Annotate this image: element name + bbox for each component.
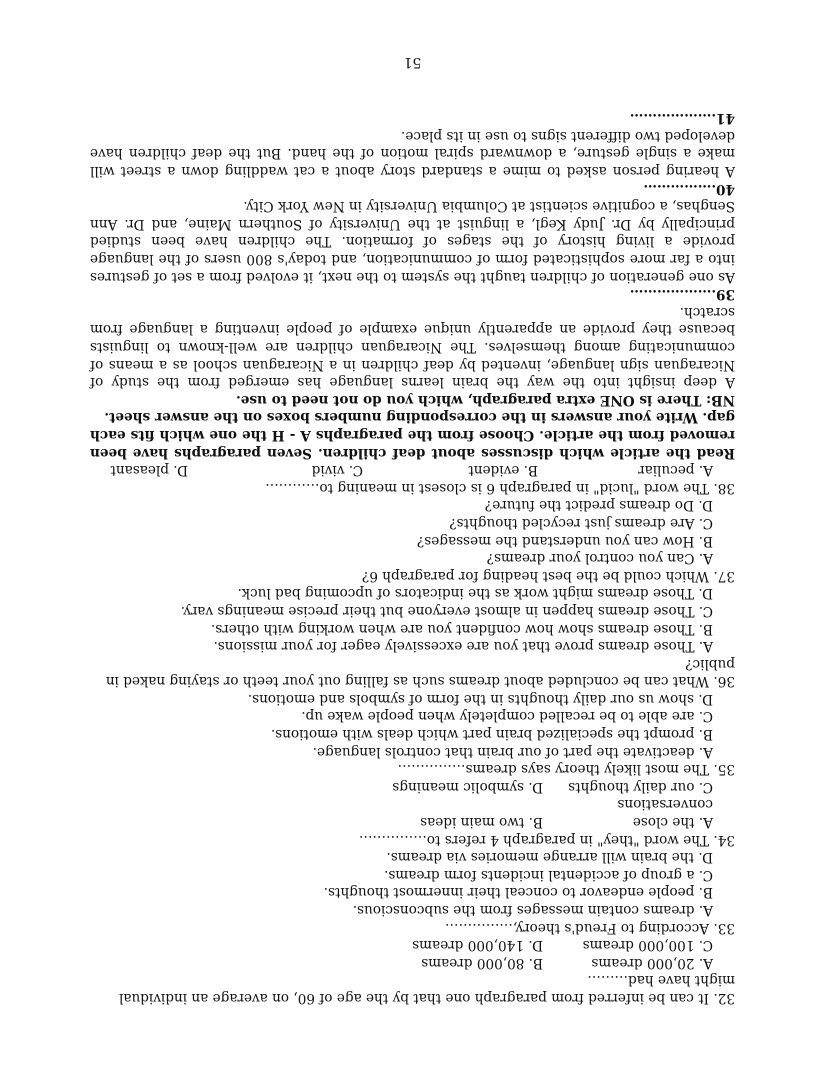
passage-paragraph: A deep insight into the way the brain learns language has emerged from the study of Nicaraguan sign language, invented by deaf children in a Nicaraguan school as a means of communicating among themselves. The Nicaraguan children are well-known to linguists because they provide an apparently unique example of people inventing a language from scratch. xyxy=(90,303,735,391)
option-a: A. Can you control your dreams? xyxy=(486,550,713,567)
option-c: C. Are dreams just recycled thoughts? xyxy=(449,514,713,531)
option-b: B. How can you understand the messages? xyxy=(416,532,713,549)
option-d: D. Do dreams predict the future? xyxy=(484,497,713,514)
option-b: B. Those dreams show how confident you are when working with others. xyxy=(210,620,713,637)
option-c: C. 100,000 dreams xyxy=(582,937,713,954)
option-a: A. the close conversations xyxy=(617,796,713,831)
option-c: C. vivid xyxy=(311,462,363,479)
option-a: A. Those dreams prove that you are excessively eager for your missions. xyxy=(213,638,713,655)
gap-41: 41.……………… xyxy=(629,110,735,127)
option-d: D. symbolic meanings xyxy=(392,778,543,795)
question-stem: 35. The most likely theory says dreams…………… xyxy=(397,761,735,778)
option-d: D. 140,000 dreams xyxy=(412,937,543,954)
question-32 xyxy=(90,936,735,1006)
option-b: B. two main ideas xyxy=(420,814,543,831)
option-c: C. our daily thoughts xyxy=(568,778,713,795)
option-a: A. dreams contain messages from the subconscious. xyxy=(352,902,713,919)
question-stem: 34. The word "they" in paragraph 4 refers to…………… xyxy=(358,831,735,848)
question-38 xyxy=(90,461,735,496)
instruction-text: Read the article which discusses about deaf children. Seven paragraphs have been removed from the article. Choose from the paragraphs A - H the one which fits each gap. Write your answers in the corresponding numbers boxes on the answer sheet. xyxy=(90,409,735,461)
options-row xyxy=(90,777,713,795)
gap-39: 39.……………… xyxy=(629,286,735,303)
question-stem: 37. Which could be the best heading for paragraph 6? xyxy=(362,567,735,584)
option-d: D. the brain will arrange memories via dreams. xyxy=(386,849,713,866)
question-33 xyxy=(90,848,735,936)
options-row xyxy=(90,461,713,479)
page-number: 51 xyxy=(403,53,422,70)
option-b: B. 80,000 dreams xyxy=(421,954,543,971)
option-c: C. a group of accidental incidents form dreams. xyxy=(384,866,713,883)
option-a: A. peculiar xyxy=(638,462,713,479)
option-d: D. pleasant xyxy=(110,462,188,479)
option-b: B. prompt the specialized brain part which deals with emotions. xyxy=(270,726,713,743)
gap-40: 40.…………… xyxy=(643,180,735,197)
option-b: B. people endeavor to conceal their innermost thoughts. xyxy=(323,884,713,901)
passage-paragraph: A hearing person asked to mime a standard story about a cat waddling down a street will make a single gesture, a downward spiral motion of the hand. But the deaf children have developed two different signs to use in its place. xyxy=(90,127,735,180)
options-row xyxy=(90,953,713,971)
instruction-note: NB: There is ONE extra paragraph, which you do not need to use. xyxy=(235,391,735,408)
options-row xyxy=(90,795,713,830)
passage-paragraph: As one generation of children taught the system to the next, it evolved from a set of gestures into a far more sophisticated form of communication, and today's 800 users of the language provide a living history of the stages of formation. The children have been studied principally by Dr. Judy Kegl, a linguist at the University of Southern Maine, and Dr. Ann Senghas, a cognitive scientist at Columbia University in New York City. xyxy=(90,198,735,285)
option-a: A. deactivate the part of our brain that controls language. xyxy=(312,743,713,760)
question-35 xyxy=(90,689,735,777)
options-row xyxy=(90,936,713,954)
passage xyxy=(90,109,735,391)
option-d: D. Those dreams might work as the indicators of upcoming bad luck. xyxy=(237,585,713,602)
option-d: D. show us our daily thoughts in the form of symbols and emotions. xyxy=(247,690,713,707)
question-37 xyxy=(90,496,735,584)
option-a: A. 20,000 dreams xyxy=(591,954,713,971)
option-b: B. evident xyxy=(468,462,538,479)
option-c: C. are able to be recalled completely when people wake up. xyxy=(301,708,713,725)
question-stem: 33. According to Freud's theory,…………… xyxy=(444,919,735,936)
question-36 xyxy=(90,584,735,690)
option-c: C. Those dreams happen in almost everyone but their precise meanings vary. xyxy=(180,602,713,619)
question-stem: 38. The word "lucid" in paragraph 6 is closest in meaning to………… xyxy=(265,479,735,496)
instructions xyxy=(90,390,735,460)
question-stem: 32. It can be inferred from paragraph one that by the age of 60, on average an individual might have had……… xyxy=(119,972,735,1006)
question-stem: 36. What can be concluded about dreams such as falling out your teeth or staying naked in public? xyxy=(105,655,735,690)
question-34 xyxy=(90,777,735,847)
